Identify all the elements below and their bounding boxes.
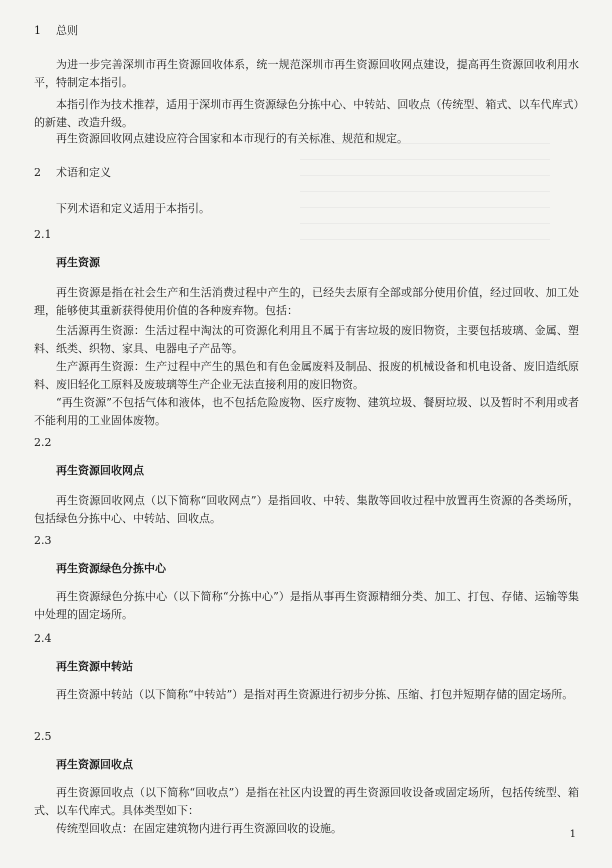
term-2-5-title: 再生资源回收点 [56, 758, 133, 771]
section-title: 术语和定义 [56, 166, 111, 179]
subsection-2-2-number: 2.2 [34, 436, 52, 449]
term-2-5-paragraph-2: 传统型回收点：在固定建筑物内进行再生资源回收的设施。 [56, 822, 342, 835]
term-2-3-paragraph-1: 再生资源绿色分拣中心（以下简称“分拣中心”）是指从事再生资源精细分类、加工、打包、存储、运输等集中处理的固定场所。 [34, 590, 579, 621]
term-2-2-paragraph-1: 再生资源回收网点（以下简称“回收网点”）是指回收、中转、集散等回收过程中放置再生资源的各类场所，包括绿色分拣中心、中转站、回收点。 [34, 494, 579, 525]
term-2-1-title: 再生资源 [56, 256, 100, 269]
subsection-2-4-number: 2.4 [34, 632, 52, 645]
section-1-paragraph-2: 本指引作为技术推荐，适用于深圳市再生资源绿色分拣中心、中转站、回收点（传统型、箱式、以车代库式）的新建、改造升级。 [34, 98, 579, 129]
subsection-2-1-number: 2.1 [34, 228, 52, 241]
term-2-4-paragraph-1: 再生资源中转站（以下简称“中转站”）是指对再生资源进行初步分拣、压缩、打包并短期存储的固定场所。 [56, 688, 574, 701]
section-1-heading [34, 22, 78, 38]
page-number: 1 [569, 829, 576, 840]
subsection-2-5-number: 2.5 [34, 730, 52, 743]
term-2-1-paragraph-4: “再生资源”不包括气体和液体，也不包括危险废物、医疗废物、建筑垃圾、餐厨垃圾、以及暂时不利用或者不能利用的工业固体废物。 [34, 396, 579, 427]
section-1-paragraph-3: 再生资源回收网点建设应符合国家和本市现行的有关标准、规范和规定。 [56, 132, 408, 145]
term-2-5-paragraph-1: 再生资源回收点（以下简称“回收点”）是指在社区内设置的再生资源回收设备或固定场所，包括传统型、箱式、以车代库式。具体类型如下： [34, 786, 579, 817]
term-2-1-paragraph-1: 再生资源是指在社会生产和生活消费过程中产生的，已经失去原有全部或部分使用价值，经过回收、加工处理，能够使其重新获得使用价值的各种废弃物。包括： [34, 286, 579, 317]
section-1-paragraph-1: 为进一步完善深圳市再生资源回收体系，统一规范深圳市再生资源回收网点建设，提高再生资源回收利用水平，特制定本指引。 [34, 58, 579, 89]
section-2-heading [34, 164, 111, 180]
term-2-1-paragraph-2: 生活源再生资源：生活过程中淘汰的可资源化利用且不属于有害垃圾的废旧物资，主要包括玻璃、金属、塑料、纸类、织物、家具、电器电子产品等。 [34, 324, 579, 355]
subsection-2-3-number: 2.3 [34, 534, 52, 547]
section-number: 2 [34, 166, 41, 179]
section-number: 1 [34, 24, 41, 37]
term-2-1-paragraph-3: 生产源再生资源：生产过程中产生的黑色和有色金属废料及制品、报废的机械设备和机电设备、废旧造纸原料、废旧轻化工原料及废玻璃等生产企业无法直接利用的废旧物资。 [34, 360, 579, 391]
term-2-4-title: 再生资源中转站 [56, 660, 133, 673]
section-2-intro: 下列术语和定义适用于本指引。 [56, 202, 210, 215]
section-title: 总则 [56, 24, 78, 37]
term-2-3-title: 再生资源绿色分拣中心 [56, 562, 166, 575]
term-2-2-title: 再生资源回收网点 [56, 464, 144, 477]
